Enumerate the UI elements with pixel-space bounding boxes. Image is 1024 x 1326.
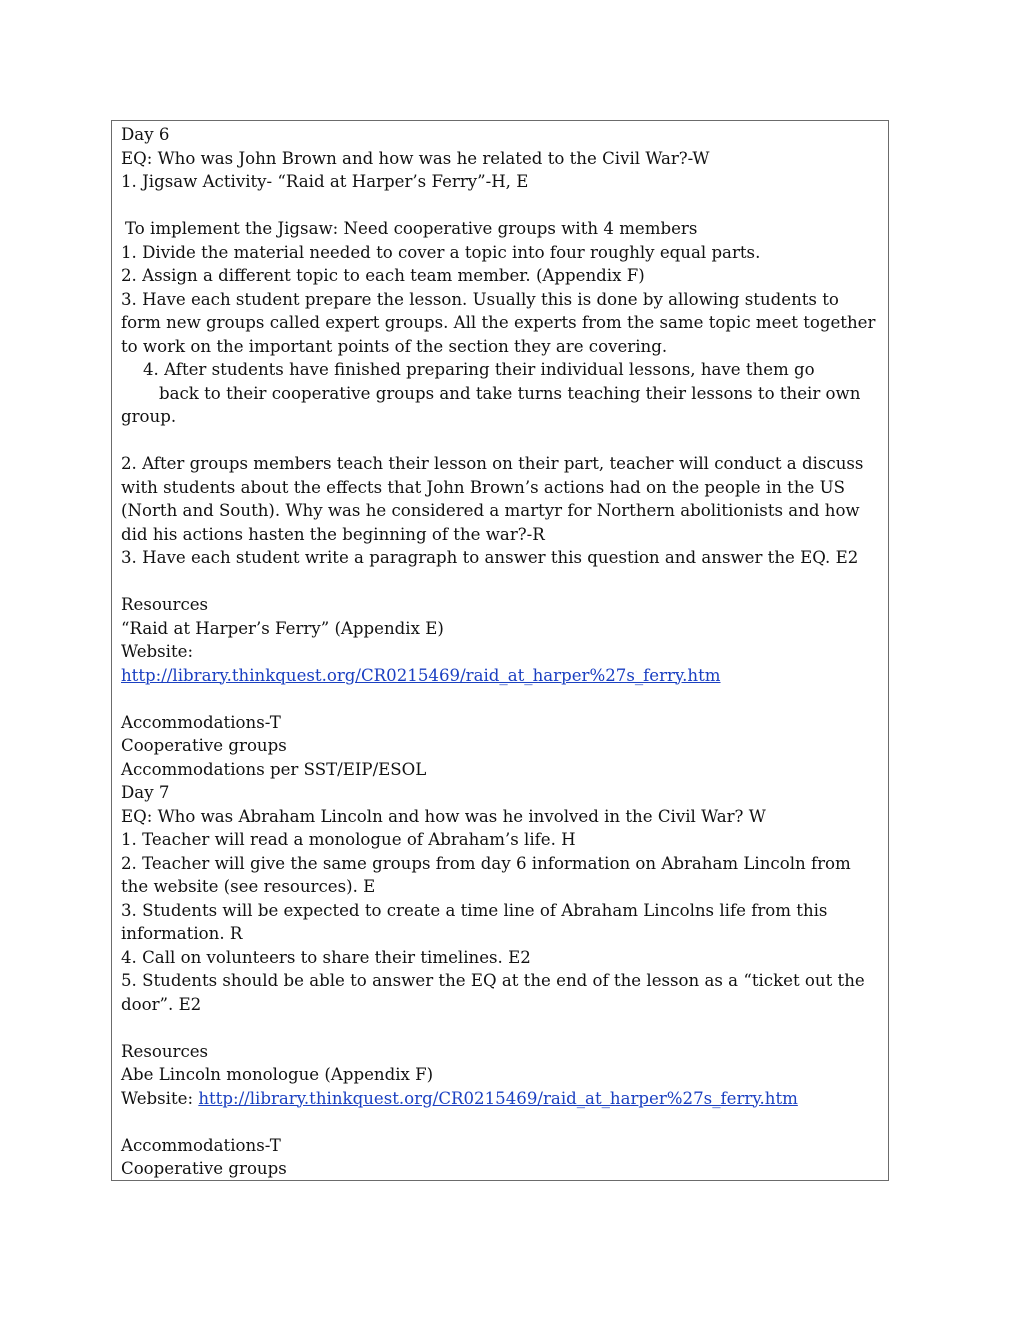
day7-item1: 1. Teacher will read a monologue of Abraham’s life. H <box>121 830 576 849</box>
day6-item2-line1: 2. After groups members teach their lesson on their part, teacher will conduct a discuss <box>121 454 864 473</box>
day6-item2-line4: did his actions hasten the beginning of the war?-R <box>121 524 545 544</box>
spacer <box>121 429 879 453</box>
day6-resources-heading: Resources <box>121 595 209 614</box>
day6-jigsaw-step1: 1. Divide the material needed to cover a topic into four roughly equal parts. <box>121 242 761 262</box>
day6-accommodation-groups: Cooperative groups <box>121 736 287 755</box>
spacer <box>121 1016 879 1040</box>
day6-jigsaw-step2: 2. Assign a different topic to each team member. (Appendix F) <box>121 266 645 285</box>
day7-item5-line2: door”. E2 <box>121 994 202 1014</box>
day7-item2-line1: 2. Teacher will give the same groups from day 6 information on Abraham Lincoln from <box>121 853 851 873</box>
lesson-plan-box <box>111 120 889 1181</box>
day7-resource-monologue: Abe Lincoln monologue (Appendix F) <box>121 1065 434 1084</box>
spacer <box>121 570 879 594</box>
day7-website-link[interactable]: http://library.thinkquest.org/CR0215469/raid_at_harper%27s_ferry.htm <box>198 1088 798 1108</box>
day6-accommodation-per: Accommodations per SST/EIP/ESOL <box>121 759 427 779</box>
day6-activity: 1. Jigsaw Activity- “Raid at Harper’s Ferry”-H, E <box>121 172 529 191</box>
day6-website-row <box>121 664 879 688</box>
spacer <box>121 1110 879 1134</box>
day6-jigsaw-step3-line1: 3. Have each student prepare the lesson. Usually this is done by allowing students to <box>121 289 839 309</box>
day6-jigsaw-step4-line3: group. <box>121 407 177 426</box>
day6-item3: 3. Have each student write a paragraph to answer this question and answer the EQ. E2 <box>121 548 859 567</box>
day6-jigsaw-intro: To implement the Jigsaw: Need cooperative groups with 4 members <box>125 219 698 238</box>
day6-resource-raid: “Raid at Harper’s Ferry” (Appendix E) <box>121 618 444 638</box>
day6-item2-line3: (North and South). Why was he considered a martyr for Northern abolitionists and how <box>121 501 860 520</box>
day6-jigsaw-step3-line2: form new groups called expert groups. All the experts from the same topic meet together <box>121 313 876 332</box>
day7-item3-line2: information. R <box>121 924 243 943</box>
spacer <box>121 194 879 218</box>
day6-jigsaw-step3-line3: to work on the important points of the section they are covering. <box>121 336 668 356</box>
spacer <box>121 687 879 711</box>
day7-item4: 4. Call on volunteers to share their timelines. E2 <box>121 947 531 967</box>
day7-item3-line1: 3. Students will be expected to create a time line of Abraham Lincolns life from this <box>121 900 828 920</box>
day6-jigsaw-step4-line2: back to their cooperative groups and take turns teaching their lessons to their own <box>159 383 861 403</box>
day7-website-row <box>121 1087 879 1111</box>
day6-item2-line2: with students about the effects that John Brown’s actions had on the people in the US <box>121 477 845 497</box>
day7-title: Day 7 <box>121 783 170 802</box>
day7-item2-line2: the website (see resources). E <box>121 877 376 896</box>
day6-jigsaw-step4-line1: 4. After students have finished preparing their individual lessons, have them go <box>143 360 815 379</box>
day7-accommodations-heading: Accommodations-T <box>121 1135 281 1155</box>
day7-item5-line1: 5. Students should be able to answer the EQ at the end of the lesson as a “ticket out the <box>121 971 865 990</box>
day7-resources-heading: Resources <box>121 1041 209 1061</box>
day6-website-link[interactable]: http://library.thinkquest.org/CR0215469/raid_at_harper%27s_ferry.htm <box>121 665 721 685</box>
day6-eq: EQ: Who was John Brown and how was he related to the Civil War?-W <box>121 148 710 168</box>
day7-accommodation-groups: Cooperative groups <box>121 1159 287 1178</box>
day6-accommodations-heading: Accommodations-T <box>121 712 281 732</box>
day7-eq: EQ: Who was Abraham Lincoln and how was he involved in the Civil War? W <box>121 806 766 826</box>
day6-website-label: Website: <box>121 642 194 661</box>
day6-title: Day 6 <box>121 125 170 144</box>
day7-website-label: Website: <box>121 1088 199 1108</box>
